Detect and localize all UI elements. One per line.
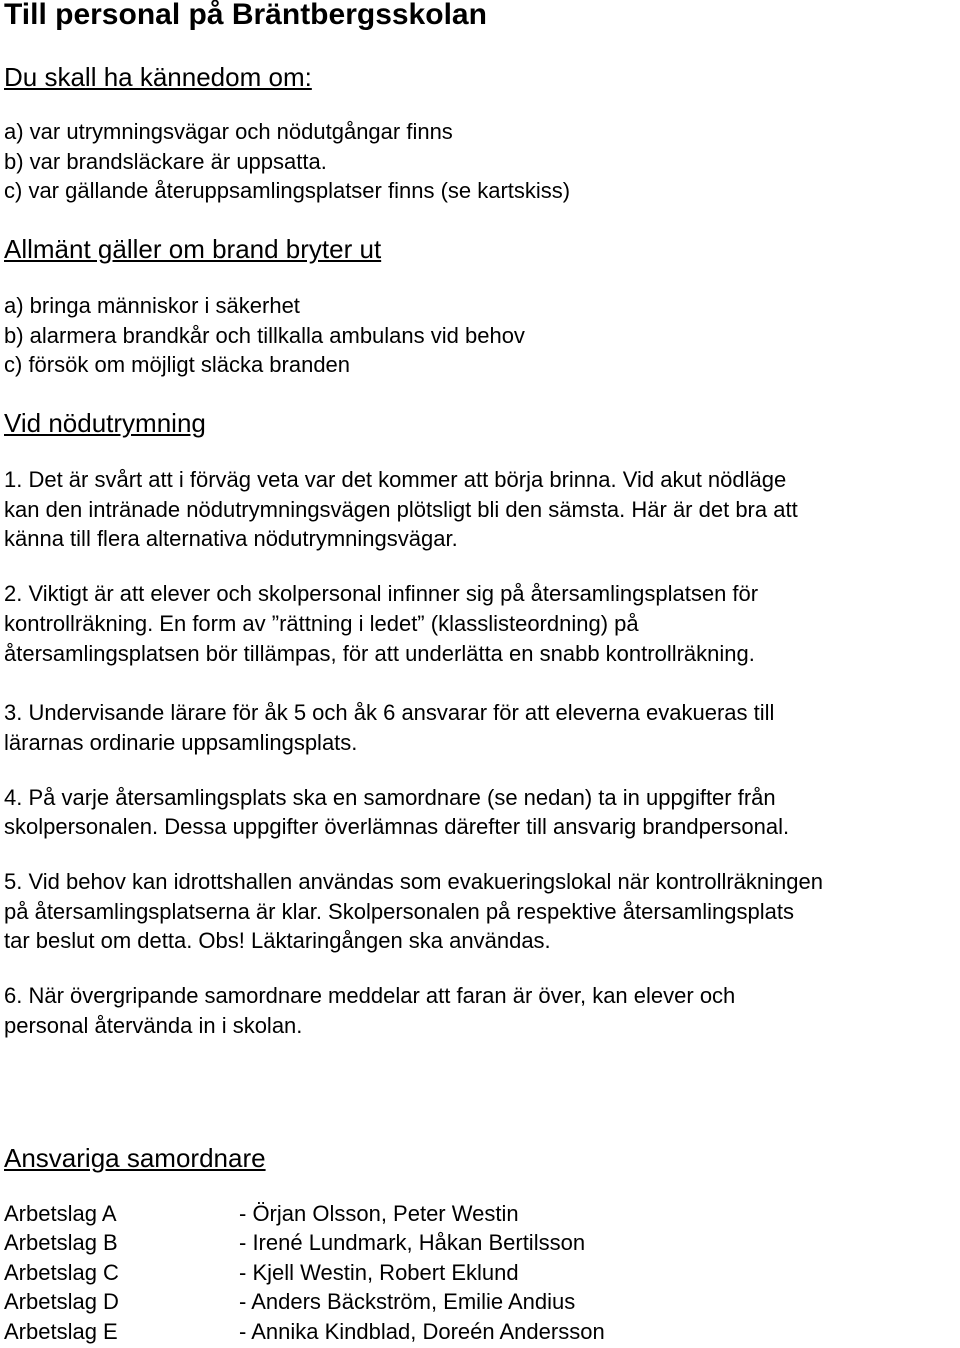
evacuation-item-1-line-1: 1. Det är svårt att i förväg veta var det kommer att börja brinna. Vid akut nödläge	[4, 467, 787, 492]
evacuation-item-6-line-2: personal återvända in i skolan.	[4, 1013, 303, 1038]
section-heading-evacuation: Vid nödutrymning	[4, 408, 206, 438]
team-name: Arbetslag B	[4, 1230, 118, 1256]
coordinator-names: - Irené Lundmark, Håkan Bertilsson	[239, 1230, 586, 1256]
coordinator-row	[4, 1258, 605, 1287]
team-name: Arbetslag A	[4, 1201, 117, 1226]
coordinator-row	[4, 1199, 605, 1228]
evacuation-item-2-line-2: kontrollräkning. En form av ”rättning i ledet” (klasslisteordning) på	[4, 611, 639, 636]
evacuation-item-6-line-1: 6. När övergripande samordnare meddelar att faran är över, kan elever och	[4, 983, 736, 1008]
evacuation-item-1-line-3: känna till flera alternativa nödutrymningsvägar.	[4, 526, 458, 551]
section-heading-knowledge: Du skall ha kännedom om:	[4, 62, 312, 92]
evacuation-item-4-line-2: skolpersonalen. Dessa uppgifter överlämnas därefter till ansvarig brandpersonal.	[4, 814, 790, 839]
evacuation-item-2-line-1: 2. Viktigt är att elever och skolpersonal infinner sig på återsamlingsplatsen för	[4, 581, 759, 606]
evacuation-item-5-line-2: på återsamlingsplatserna är klar. Skolpersonalen på respektive återsamlingsplats	[4, 899, 794, 924]
evacuation-item-3-line-2: lärarnas ordinarie uppsamlingsplats.	[4, 730, 358, 755]
coordinator-names: - Kjell Westin, Robert Eklund	[239, 1259, 519, 1285]
fire-item-a: a) bringa människor i säkerhet	[4, 293, 300, 318]
coordinator-names: - Annika Kindblad, Doreén Andersson	[239, 1318, 605, 1344]
team-name: Arbetslag D	[4, 1289, 119, 1315]
evacuation-item-5-line-1: 5. Vid behov kan idrottshallen användas som evakueringslokal när kontrollräkningen	[4, 869, 823, 894]
knowledge-item-b: b) var brandsläckare är uppsatta.	[4, 149, 327, 174]
fire-item-b: b) alarmera brandkår och tillkalla ambulans vid behov	[4, 323, 525, 348]
section-heading-fire: Allmänt gäller om brand bryter ut	[4, 234, 382, 264]
evacuation-item-4-line-1: 4. På varje återsamlingsplats ska en samordnare (se nedan) ta in uppgifter från	[4, 785, 776, 810]
knowledge-item-c: c) var gällande återuppsamlingsplatser finns (se kartskiss)	[4, 178, 571, 203]
knowledge-item-a: a) var utrymningsvägar och nödutgångar finns	[4, 119, 453, 144]
coordinator-names: - Anders Bäckström, Emilie Andius	[239, 1289, 576, 1315]
team-name: Arbetslag E	[4, 1318, 118, 1344]
evacuation-item-2-line-3: återsamlingsplatsen bör tillämpas, för att underlätta en snabb kontrollräkning.	[4, 641, 755, 666]
coordinator-names: - Örjan Olsson, Peter Westin	[239, 1201, 519, 1226]
coordinator-row	[4, 1287, 605, 1316]
coordinator-list	[4, 1199, 605, 1346]
evacuation-item-5-line-3: tar beslut om detta. Obs! Läktaringången ska användas.	[4, 928, 551, 953]
page-title: Till personal på Bräntbergsskolan	[4, 0, 487, 31]
evacuation-item-3-line-1: 3. Undervisande lärare för åk 5 och åk 6 ansvarar för att eleverna evakueras till	[4, 700, 775, 725]
coordinator-row	[4, 1228, 605, 1257]
team-name: Arbetslag C	[4, 1259, 119, 1285]
evacuation-item-1-line-2: kan den intränade nödutrymningsvägen plötsligt bli den sämsta. Här är det bra att	[4, 497, 798, 522]
fire-item-c: c) försök om möjligt släcka branden	[4, 352, 351, 377]
coordinator-row	[4, 1317, 605, 1346]
section-heading-coordinators: Ansvariga samordnare	[4, 1143, 266, 1173]
